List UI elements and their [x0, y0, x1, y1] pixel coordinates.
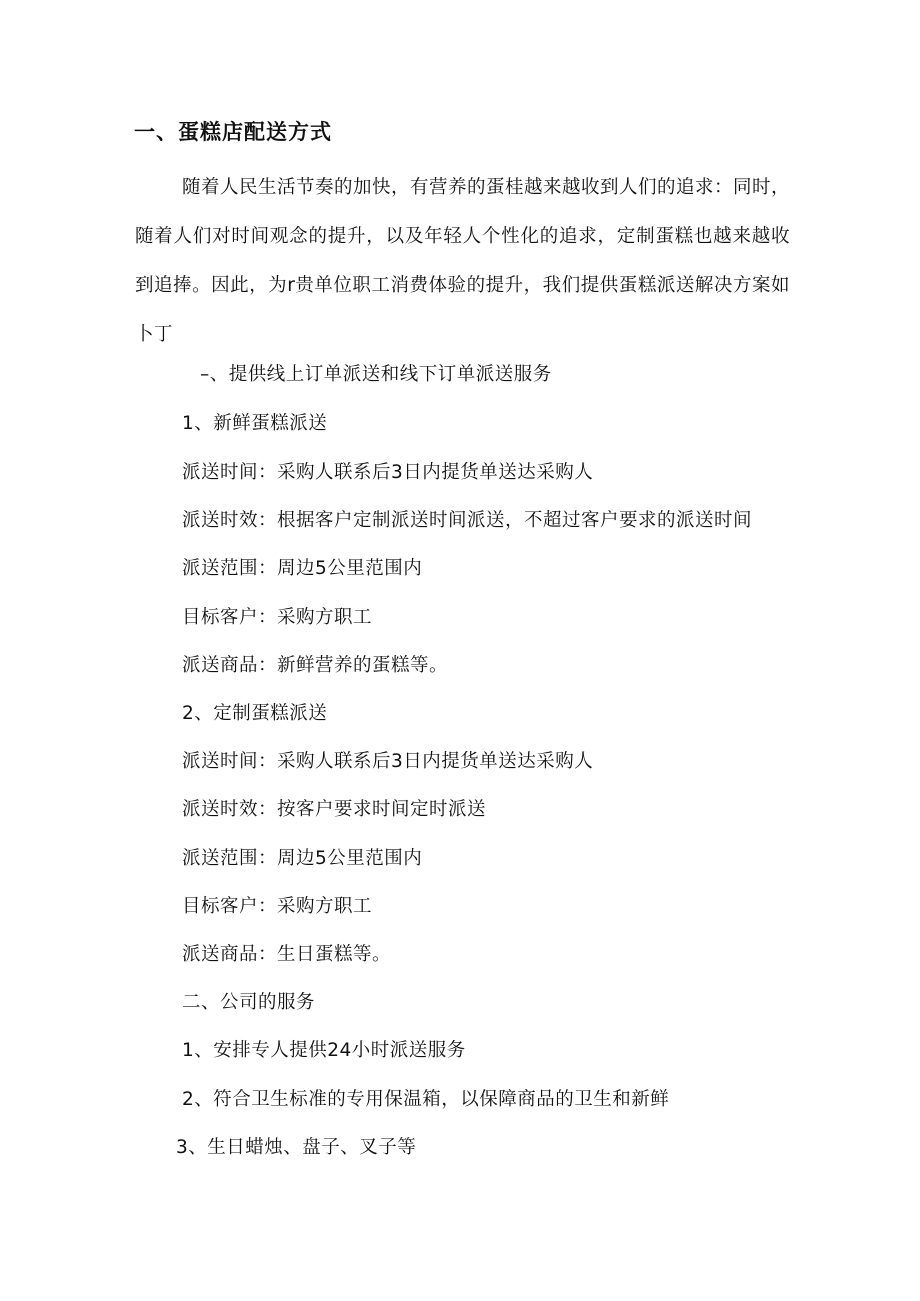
section-line-17: 3、生日蜡烛、盘子、叉子等: [176, 1137, 417, 1158]
section-line-14: 二、公司的服务: [182, 992, 316, 1013]
section-line-13: 派送商品：生日蛋糕等。: [182, 944, 392, 965]
section-line-15: 1、安排专人提供24小时派送服务: [182, 1040, 466, 1061]
page-title: 一、蛋糕店配送方式: [134, 120, 332, 144]
section-line-11: 派送范围：周边5公里范围内: [182, 848, 423, 869]
section-line-9: 派送时间：采购人联系后3日内提货单送达采购人: [182, 751, 594, 772]
section-line-1: –、提供线上订单派送和线下订单派送服务: [200, 364, 552, 385]
intro-paragraph: 随着人民生活节奏的加快，有营养的蛋桂越来越收到人们的追求：同时，随着人们对时间观念的提升，以及年轻人个性化的追求，定制蛋糕也越来越收到追捧。因此，为r贵单位职工消费体验的提升，我们提供蛋糕派送解决方案如卜丁: [135, 177, 791, 345]
section-line-12: 目标客户：采购方职工: [182, 896, 373, 917]
section-line-7: 派送商品：新鲜营养的蛋糕等。: [182, 655, 449, 676]
section-line-4: 派送时效：根据客户定制派送时间派送，不超过客户要求的派送时间: [182, 510, 753, 531]
section-line-8: 2、定制蛋糕派送: [182, 703, 328, 724]
section-line-2: 1、新鲜蛋糕派送: [182, 413, 328, 434]
section-line-6: 目标客户：采购方职工: [182, 607, 373, 628]
section-line-5: 派送范围：周边5公里范围内: [182, 558, 423, 579]
section-line-3: 派送时间：采购人联系后3日内提货单送达采购人: [182, 462, 594, 483]
section-line-10: 派送时效：按客户要求时间定时派送: [182, 799, 487, 820]
section-line-16: 2、符合卫生标准的专用保温箱，以保障商品的卫生和新鲜: [182, 1089, 670, 1110]
